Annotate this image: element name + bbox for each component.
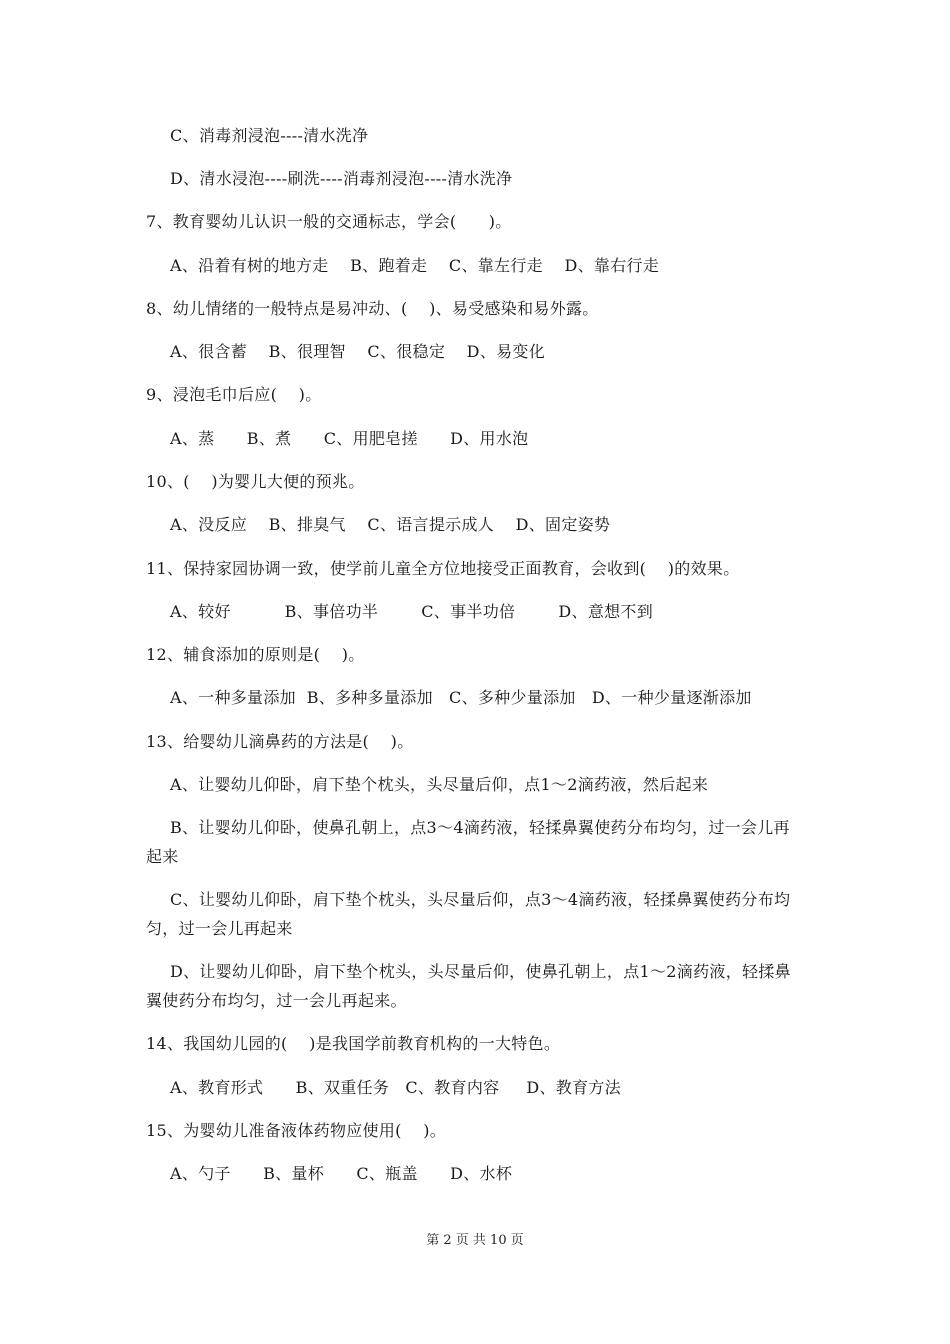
question-9: 9、浸泡毛巾后应( )。 — [146, 385, 322, 404]
page-footer: 第 2 页 共 10 页 — [426, 1233, 524, 1248]
option-a-q13: A、让婴幼儿仰卧，肩下垫个枕头，头尽量后仰，点1～2滴药液，然后起来 — [170, 775, 709, 794]
question-14: 14、我国幼儿园的( )是我国学前教育机构的一大特色。 — [146, 1034, 561, 1053]
question-12: 12、辅食添加的原则是( )。 — [146, 645, 365, 664]
option-d-q13-cont: 翼使药分布均匀，过一会儿再起来。 — [146, 991, 407, 1010]
options-q8: A、很含蓄 B、很理智 C、很稳定 D、易变化 — [170, 342, 546, 361]
options-q12: A、一种多量添加 B、多种多量添加 C、多种少量添加 D、一种少量逐渐添加 — [170, 688, 752, 707]
option-d-q6: D、清水浸泡----刷洗----消毒剂浸泡----清水洗净 — [170, 169, 513, 188]
option-b-q13: B、让婴幼儿仰卧，使鼻孔朝上，点3～4滴药液，轻揉鼻翼使药分布均匀，过一会儿再 — [170, 818, 790, 837]
options-q14: A、教育形式 B、双重任务 C、教育内容 D、教育方法 — [170, 1078, 621, 1097]
option-b-q13-cont: 起来 — [146, 847, 179, 866]
question-7: 7、教育婴幼儿认识一般的交通标志，学会( )。 — [146, 212, 512, 231]
option-c-q6: C、消毒剂浸泡----清水洗净 — [170, 126, 369, 145]
question-13: 13、给婴幼儿滴鼻药的方法是( )。 — [146, 732, 414, 751]
question-11: 11、保持家园协调一致，使学前儿童全方位地接受正面教育，会收到( )的效果。 — [146, 559, 740, 578]
options-q10: A、没反应 B、排臭气 C、语言提示成人 D、固定姿势 — [170, 515, 611, 534]
question-8: 8、幼儿情绪的一般特点是易冲动、( )、易受感染和易外露。 — [146, 299, 599, 318]
question-15: 15、为婴幼儿准备液体药物应使用( )。 — [146, 1121, 447, 1140]
options-q15: A、勺子 B、量杯 C、瓶盖 D、水杯 — [170, 1164, 513, 1183]
options-q11: A、较好 B、事倍功半 C、事半功倍 D、意想不到 — [170, 602, 654, 621]
question-10: 10、( )为婴儿大便的预兆。 — [146, 472, 365, 491]
option-c-q13: C、让婴幼儿仰卧，肩下垫个枕头，头尽量后仰，点3～4滴药液，轻揉鼻翼使药分布均 — [170, 890, 791, 909]
option-c-q13-cont: 匀，过一会儿再起来 — [146, 919, 293, 938]
options-q9: A、蒸 B、煮 C、用肥皂搓 D、用水泡 — [170, 429, 529, 448]
option-d-q13: D、让婴幼儿仰卧，肩下垫个枕头，头尽量后仰，使鼻孔朝上，点1～2滴药液，轻揉鼻 — [170, 962, 791, 981]
options-q7: A、沿着有树的地方走 B、跑着走 C、靠左行走 D、靠右行走 — [170, 256, 660, 275]
